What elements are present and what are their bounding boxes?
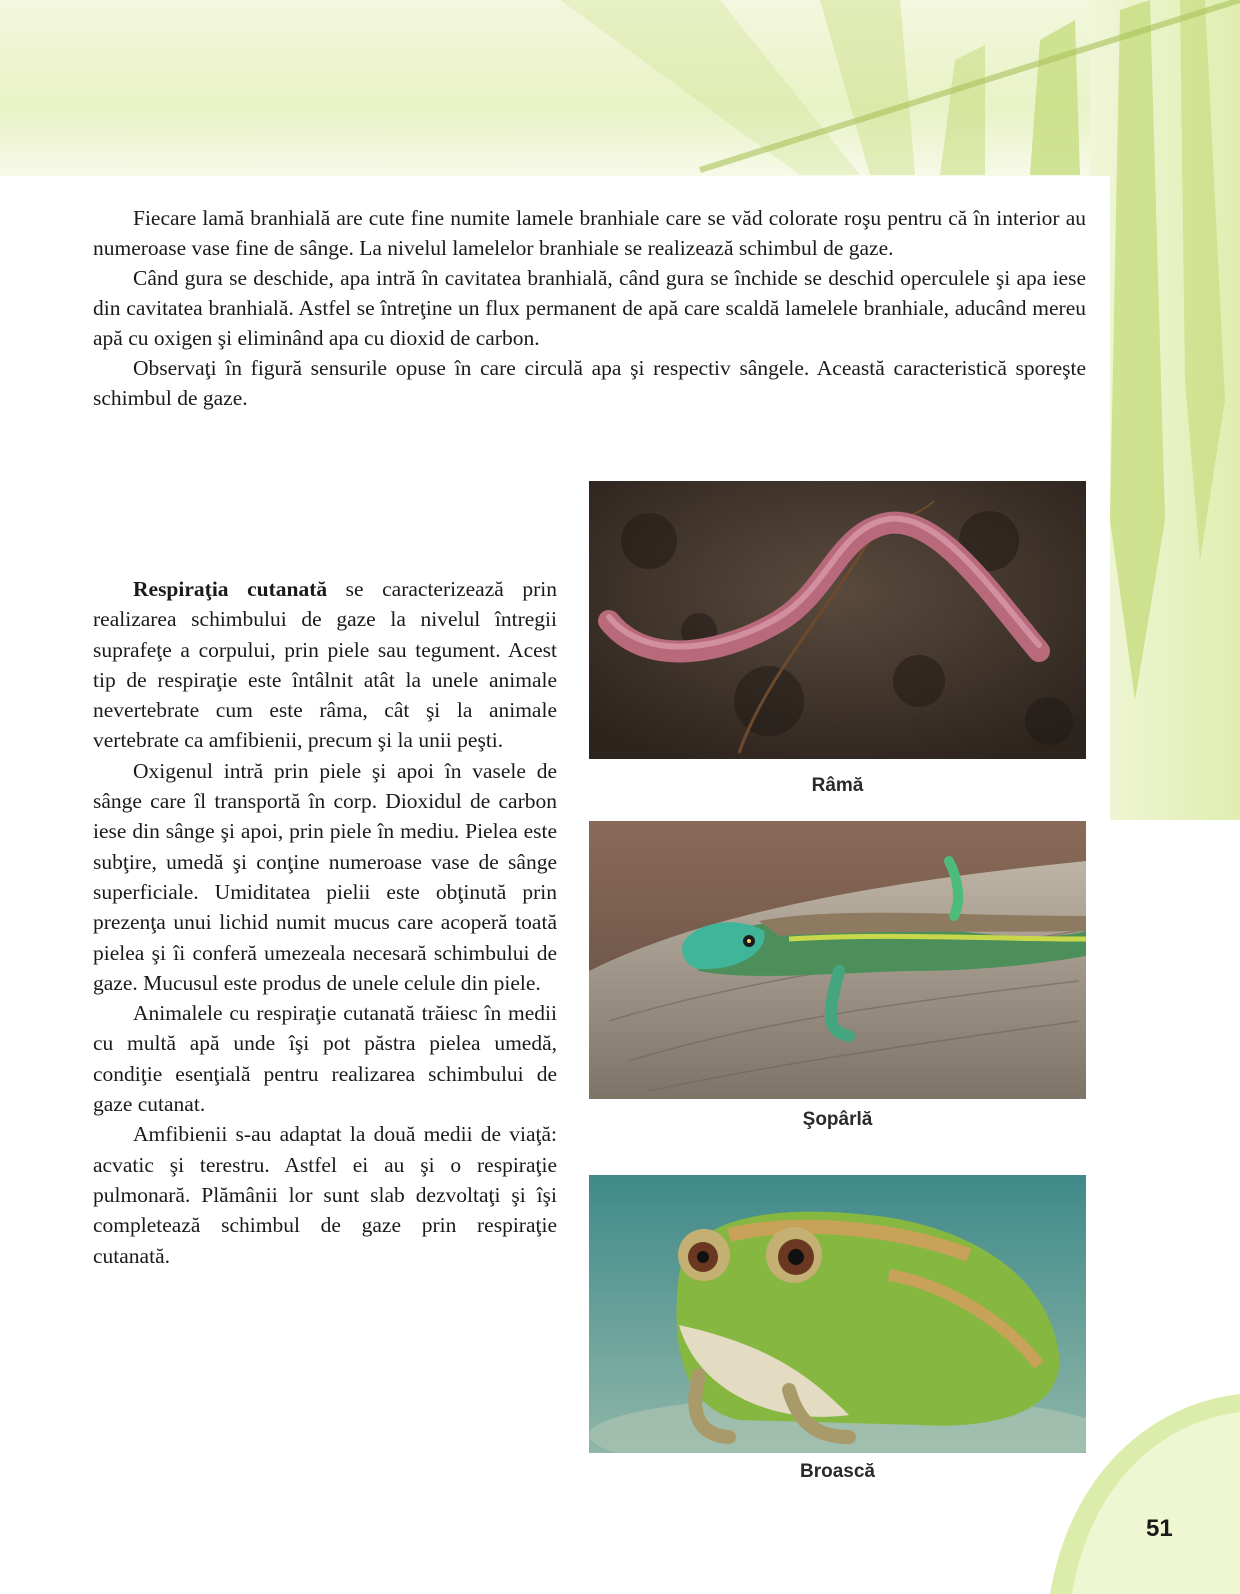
paragraph-gill-lamellae: Fiecare lamă branhială are cute fine numite lamele branhiale care se văd colorate roşu pentru că în interior au numeroase vase fine de sânge. La nivelul lamelelor branhiale se realizează schimbul de gaze. [93,206,1086,260]
paragraph-oxygen-skin: Oxigenul intră prin piele şi apoi în vasele de sânge care îl transportă în corp. Dioxidul de carbon iese din sânge şi apoi, prin piele în mediu. Pielea este subţire, umedă şi conţine numeroase vase de sânge superficiale. Umiditatea pielii este obţinută prin prezenţa unui lichid numit mucus care acoperă toată pielea şi îi conferă umezeala necesară schimbului de gaze. Mucusul este produs de unele celule din piele. [93,758,557,995]
caption-earthworm: Râmă [811,775,864,796]
earthworm-photo [589,481,1086,759]
paragraph-amphibians: Amfibienii s-au adaptat la două medii de viaţă: acvatic şi terestru. Astfel ei au şi o respiraţie pulmonară. Plămânii lor sunt slab dezvoltaţi şi îşi completează schimbul de gaze prin respiraţie cutanată. [93,1122,557,1268]
intro-text [93,203,1086,413]
definition-text: se caracterizează prin realizarea schimbului de gaze la nivelul întregii suprafeţe a corpului, prin piele sau tegument. Acest tip de respiraţie este întâlnit atât la unele animale nevertebrate cum este râma, cât şi la animale vertebrate ca amfibienii, precum şi la unii peşti. [93,577,557,753]
caption-frog: Broască [800,1461,875,1482]
caption-lizard: Şopârlă [802,1109,873,1130]
paragraph-water-flow: Când gura se deschide, apa intră în cavitatea branhială, când gura se închide se deschid operculele şi apa iese din cavitatea branhială. Astfel se întreţine un flux permanent de apă care scaldă lamelele branhiale, aducând mereu apă cu oxigen şi eliminând apa cu dioxid de carbon. [93,266,1086,350]
page-number: 51 [1146,1515,1173,1542]
paragraph-habitat: Animalele cu respiraţie cutanată trăiesc în medii cu multă apă unde îşi pot păstra pielea umedă, condiţie esenţială pentru realizarea schimbului de gaze cutanat. [93,1001,557,1117]
paragraph-opposite-flows: Observaţi în figură sensurile opuse în care circulă apa şi respectiv sângele. Această caracteristică sporeşte schimbul de gaze. [93,356,1086,410]
lizard-photo [589,821,1086,1099]
paragraph-definition [93,574,557,756]
term-cutaneous-respiration: Respiraţia cutanată [133,577,328,601]
frog-photo [589,1175,1086,1453]
cutaneous-respiration-text [93,574,557,1271]
